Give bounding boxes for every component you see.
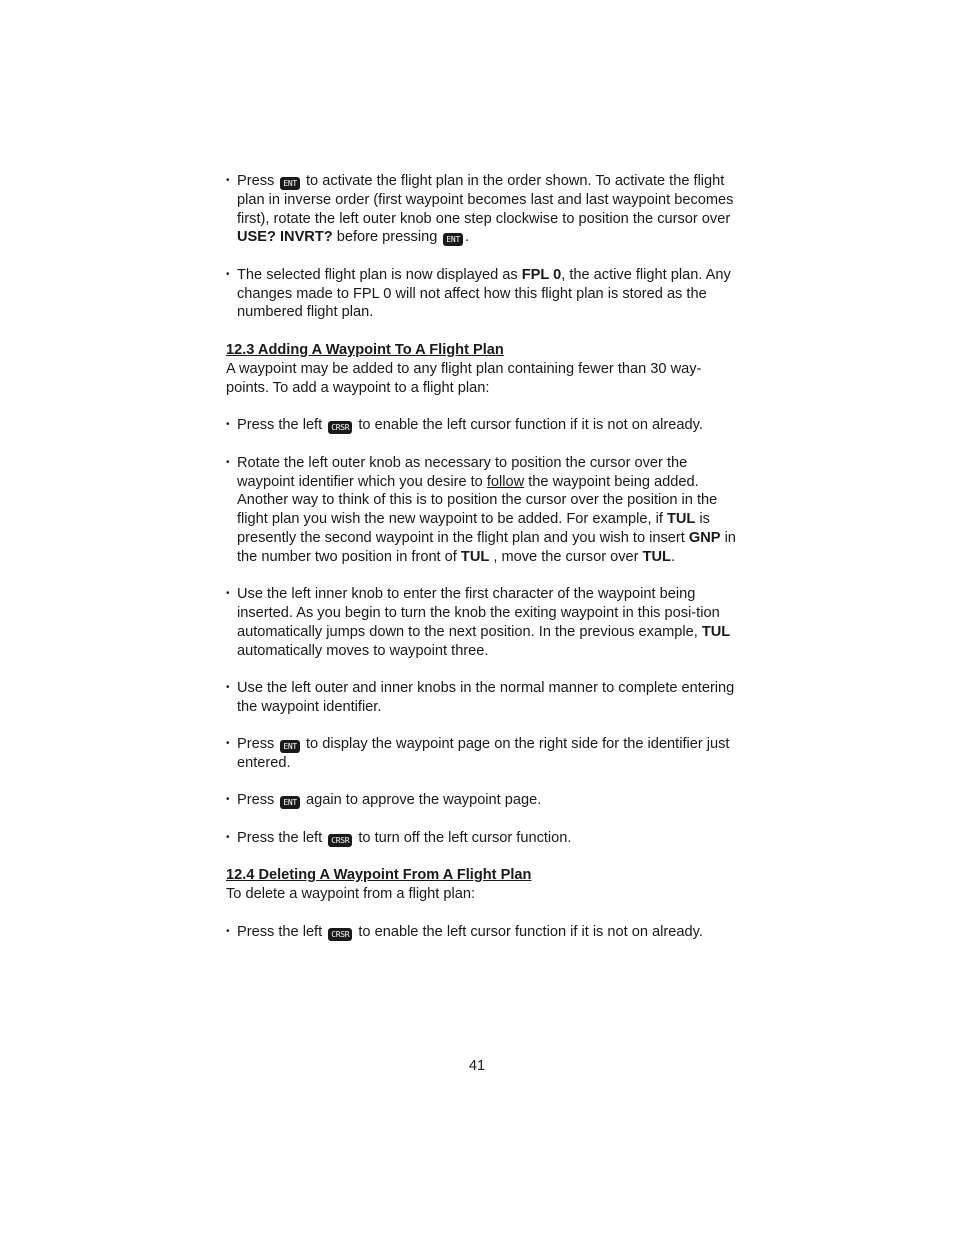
bullet-dot — [226, 585, 230, 604]
section-heading-12-4: 12.4 Deleting A Waypoint From A Flight Plan — [226, 867, 532, 884]
bullet-dot — [226, 454, 230, 473]
bullet-fpl0-display: • The selected flight plan is now displayed as FPL 0, the active flight plan. Any changes made to FPL 0 will not affect how this flight plan is stored as the numbered flight plan. — [226, 266, 742, 322]
ent-key-icon: ENT — [280, 740, 300, 753]
bullet-dot — [226, 829, 230, 848]
section-heading-12-3: 12.3 Adding A Waypoint To A Flight Plan — [226, 341, 504, 358]
bullet-display-waypoint-page: • Press ENT to display the waypoint page on the right side for the identifier just entered. — [226, 735, 742, 773]
bullet-activate-flight-plan: • Press ENT to activate the flight plan in the order shown. To activate the flight plan in inverse order (first waypoint becomes last and last waypoint becomes first), rotate the left outer knob one step clockwise to position the cursor over USE? INVRT? before pressing ENT . — [226, 172, 742, 247]
bullet-approve-waypoint: • Press ENT again to approve the waypoint page. — [226, 791, 742, 810]
bullet-turn-off-cursor: • Press the left CRSR to turn off the left cursor function. — [226, 829, 742, 848]
bullet-enable-cursor: • Press the left CRSR to enable the left cursor function if it is not on already. — [226, 416, 742, 435]
bullet-complete-identifier: • Use the left outer and inner knobs in the normal manner to complete entering the waypoint identifier. — [226, 679, 742, 717]
crsr-key-icon: CRSR — [328, 928, 352, 941]
ent-key-icon: ENT — [443, 233, 463, 246]
crsr-key-icon: CRSR — [328, 834, 352, 847]
bullet-dot — [226, 416, 230, 435]
section-intro-12-3: A waypoint may be added to any flight plan containing fewer than 30 way-points. To add a waypoint to a flight plan: — [226, 360, 702, 396]
bullet-rotate-outer-knob: • Rotate the left outer knob as necessary to position the cursor over the waypoint identifier which you desire to follow the waypoint being added. Another way to think of this is to position the cursor over the position in the flight plan you wish the new waypoint to be added. For example, if TUL is presently the second waypoint in the flight plan and you wish to insert GNP in the number two position in front of TUL , move the cursor over TUL. — [226, 454, 742, 567]
bullet-dot — [226, 791, 230, 810]
bullet-dot — [226, 679, 230, 698]
bullet-inner-knob: • Use the left inner knob to enter the first character of the waypoint being inserted. As you begin to turn the knob the exiting waypoint in this posi-tion automatically jumps down to the next position. In the previous example, TUL automatically moves to waypoint three. — [226, 585, 742, 660]
bullet-enable-cursor-delete: • Press the left CRSR to enable the left cursor function if it is not on already. — [226, 923, 742, 942]
bullet-dot — [226, 923, 230, 942]
ent-key-icon: ENT — [280, 796, 300, 809]
ent-key-icon: ENT — [280, 177, 300, 190]
crsr-key-icon: CRSR — [328, 421, 352, 434]
bullet-dot — [226, 266, 230, 285]
page-content — [226, 172, 742, 960]
bullet-dot — [226, 735, 230, 754]
page-number: 41 — [468, 1058, 486, 1074]
bullet-dot — [226, 172, 230, 191]
section-intro-12-4: To delete a waypoint from a flight plan: — [226, 886, 476, 903]
